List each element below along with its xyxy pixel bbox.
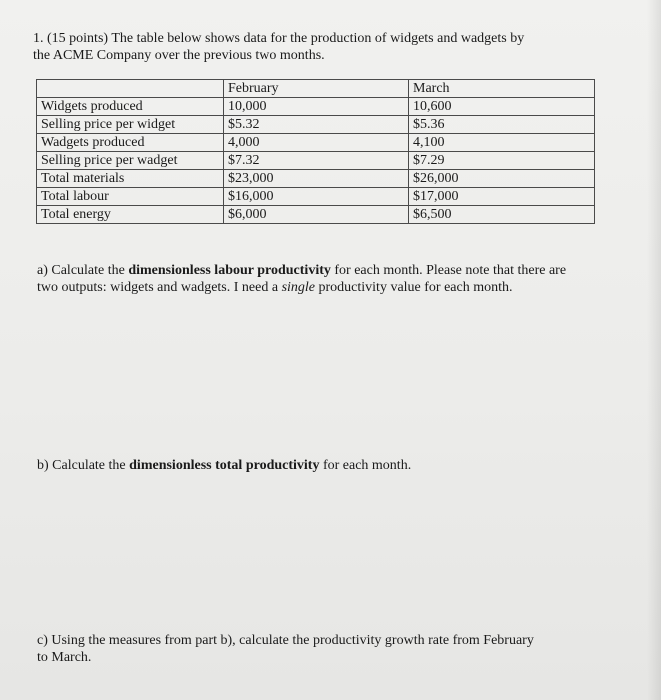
row-label-cell: Total materials (37, 170, 224, 188)
part-a-text (37, 262, 589, 296)
table-cell: 10,600 (409, 98, 595, 116)
intro-line-1: The table below shows data for the production of widgets and wadgets by (111, 31, 525, 46)
table-header-row (37, 80, 595, 98)
table-cell: $7.29 (409, 152, 595, 170)
part-b-bold: dimensionless total productivity (129, 458, 320, 473)
row-label-cell: Selling price per wadget (37, 152, 224, 170)
part-a-mid: for each month. Please note that (334, 263, 514, 278)
question-number: 1. (33, 31, 44, 46)
table-cell: $5.32 (224, 116, 409, 134)
table-cell: $17,000 (409, 188, 595, 206)
table-row (37, 170, 595, 188)
part-a-line2-end: productivity value for each (318, 280, 470, 295)
table-row (37, 152, 595, 170)
table-cell: 4,000 (224, 134, 409, 152)
table-row (37, 206, 595, 224)
question-points: (15 points) (47, 31, 109, 46)
part-b-prefix: b) Calculate the (37, 458, 126, 473)
row-label-cell: Selling price per widget (37, 116, 224, 134)
table-row (37, 98, 595, 116)
table-header-cell (37, 80, 224, 98)
table-cell: $26,000 (409, 170, 595, 188)
table-cell: $6,500 (409, 206, 595, 224)
part-a-line2: there are two outputs: widgets and wadgets. I need a (37, 263, 567, 295)
part-a-prefix: a) Calculate the (37, 263, 125, 278)
part-a-italic: single (281, 280, 316, 295)
table-cell: $7.32 (224, 152, 409, 170)
table-cell: 4,100 (409, 134, 595, 152)
page-shadow (647, 0, 661, 700)
production-data-table (36, 79, 595, 224)
table-cell: 10,000 (224, 98, 409, 116)
table-header-cell: February (224, 80, 409, 98)
row-label-cell: Total energy (37, 206, 224, 224)
part-c-line2: to March. (37, 650, 92, 665)
intro-line-2: the ACME Company over the previous two months. (33, 48, 325, 63)
table-header-cell: March (409, 80, 595, 98)
table-row (37, 134, 595, 152)
row-label-cell: Total labour (37, 188, 224, 206)
table-cell: $23,000 (224, 170, 409, 188)
part-c-text (37, 632, 597, 666)
part-b-suffix: for each month. (322, 458, 412, 473)
part-b-text (37, 457, 597, 474)
question-intro (33, 30, 593, 64)
part-a-line3: month. (473, 280, 513, 295)
table-cell: $16,000 (224, 188, 409, 206)
table-cell: $6,000 (224, 206, 409, 224)
row-label-cell: Widgets produced (37, 98, 224, 116)
part-a-bold: dimensionless labour productivity (128, 263, 331, 278)
table-cell: $5.36 (409, 116, 595, 134)
table-row (37, 116, 595, 134)
part-c-line1: c) Using the measures from part b), calculate the productivity growth rate from February (37, 633, 534, 648)
row-label-cell: Wadgets produced (37, 134, 224, 152)
table-row (37, 188, 595, 206)
